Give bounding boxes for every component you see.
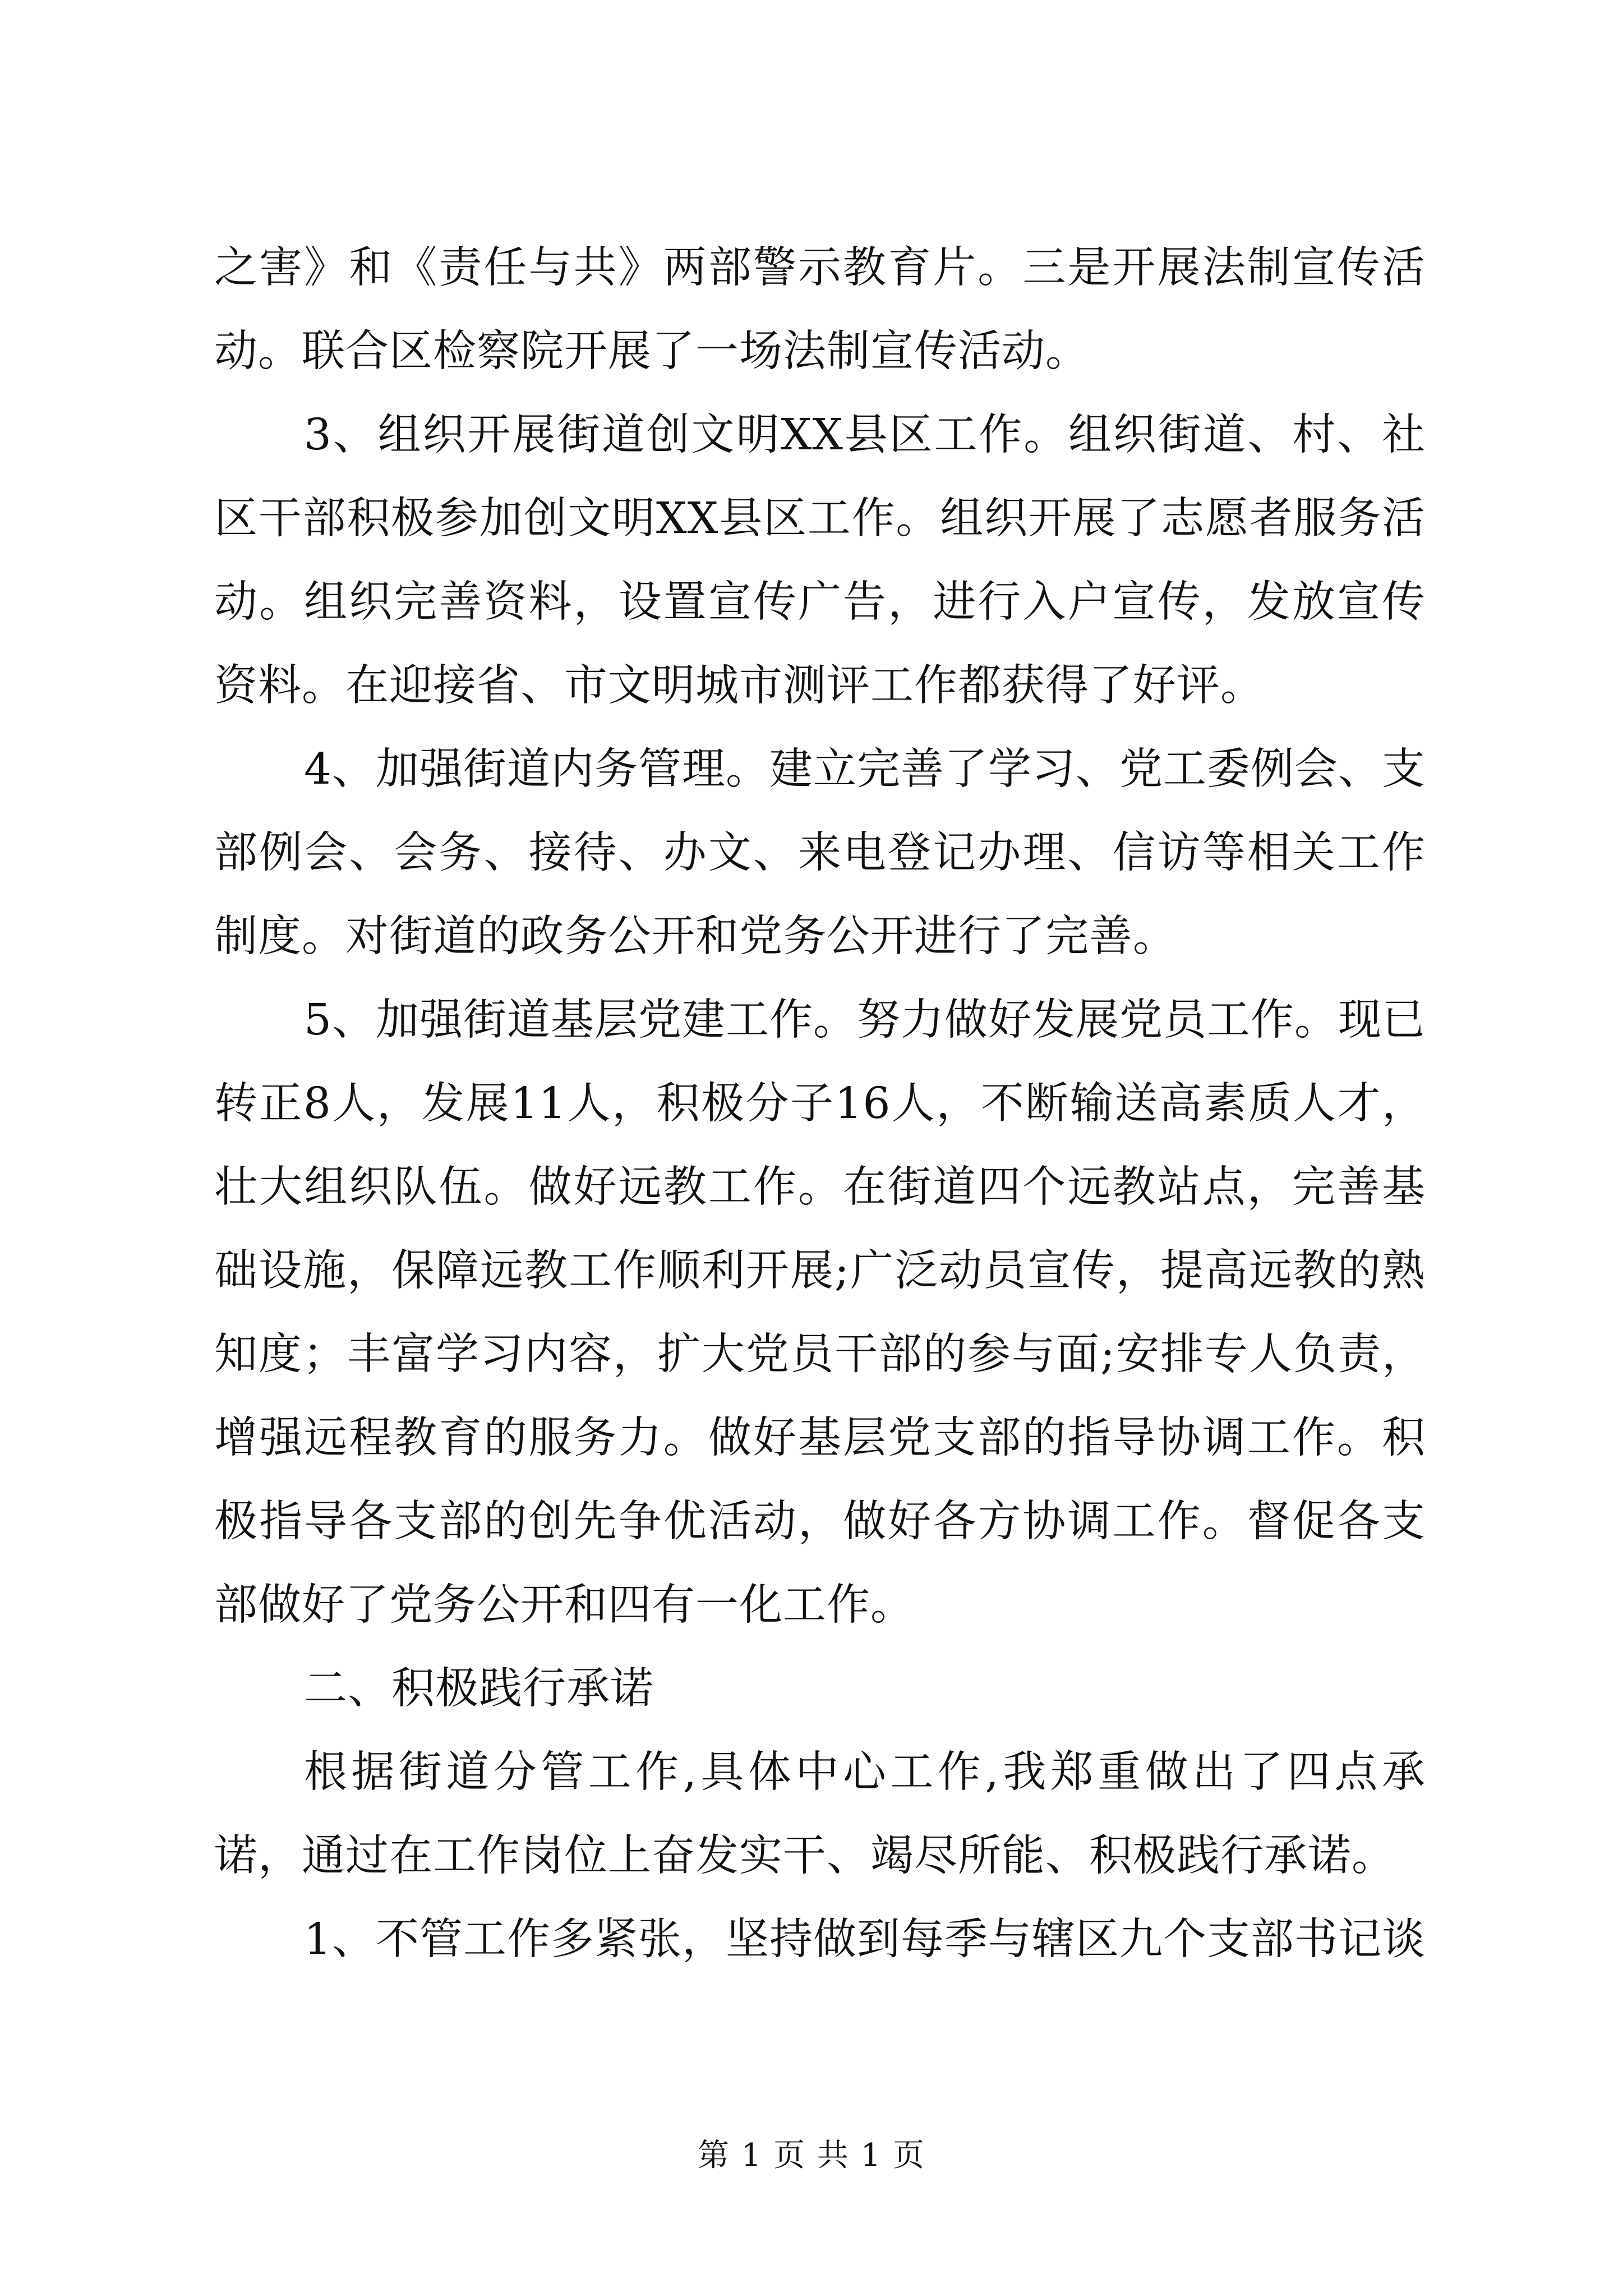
- paragraph-4: 5、加强街道基层党建工作。努力做好发展党员工作。现已转正8人，发展11人，积极分子16人，不断输送高素质人才，壮大组织队伍。做好远教工作。在街道四个远教站点，完善基础设施，保障远教工作顺利开展;广泛动员宣传，提高远教的熟知度；丰富学习内容，扩大党员干部的参与面;安排专人负责，增强远程教育的服务力。做好基层党支部的指导协调工作。积极指导各支部的创先争优活动，做好各方协调工作。督促各支部做好了党务公开和四有一化工作。: [214, 995, 1426, 1630]
- paragraph-6: 1、不管工作多紧张，坚持做到每季与辖区九个支部书记谈: [304, 1915, 1426, 1964]
- paragraph-3: 4、加强街道内务管理。建立完善了学习、党工委例会、支部例会、会务、接待、办文、来电登记办理、信访等相关工作制度。对街道的政务公开和党务公开进行了完善。: [214, 744, 1426, 961]
- section-heading: 二、积极践行承诺: [304, 1664, 654, 1714]
- document-body: [214, 226, 1426, 1981]
- paragraph-5: 根据街道分管工作,具体中心工作,我郑重做出了四点承诺，通过在工作岗位上奋发实干、竭尽所能、积极践行承诺。: [214, 1747, 1426, 1881]
- paragraph-2: 3、组织开展街道创文明XX县区工作。组织街道、村、社区干部积极参加创文明XX县区工作。组织开展了志愿者服务活动。组织完善资料，设置宣传广告，进行入户宣传，发放宣传资料。在迎接省、市文明城市测评工作都获得了好评。: [214, 410, 1426, 711]
- page-footer: 第 1 页 共 1 页: [697, 2137, 926, 2174]
- paragraph-1: 之害》和《责任与共》两部警示教育片。三是开展法制宣传活动。联合区检察院开展了一场法制宣传活动。: [214, 243, 1426, 376]
